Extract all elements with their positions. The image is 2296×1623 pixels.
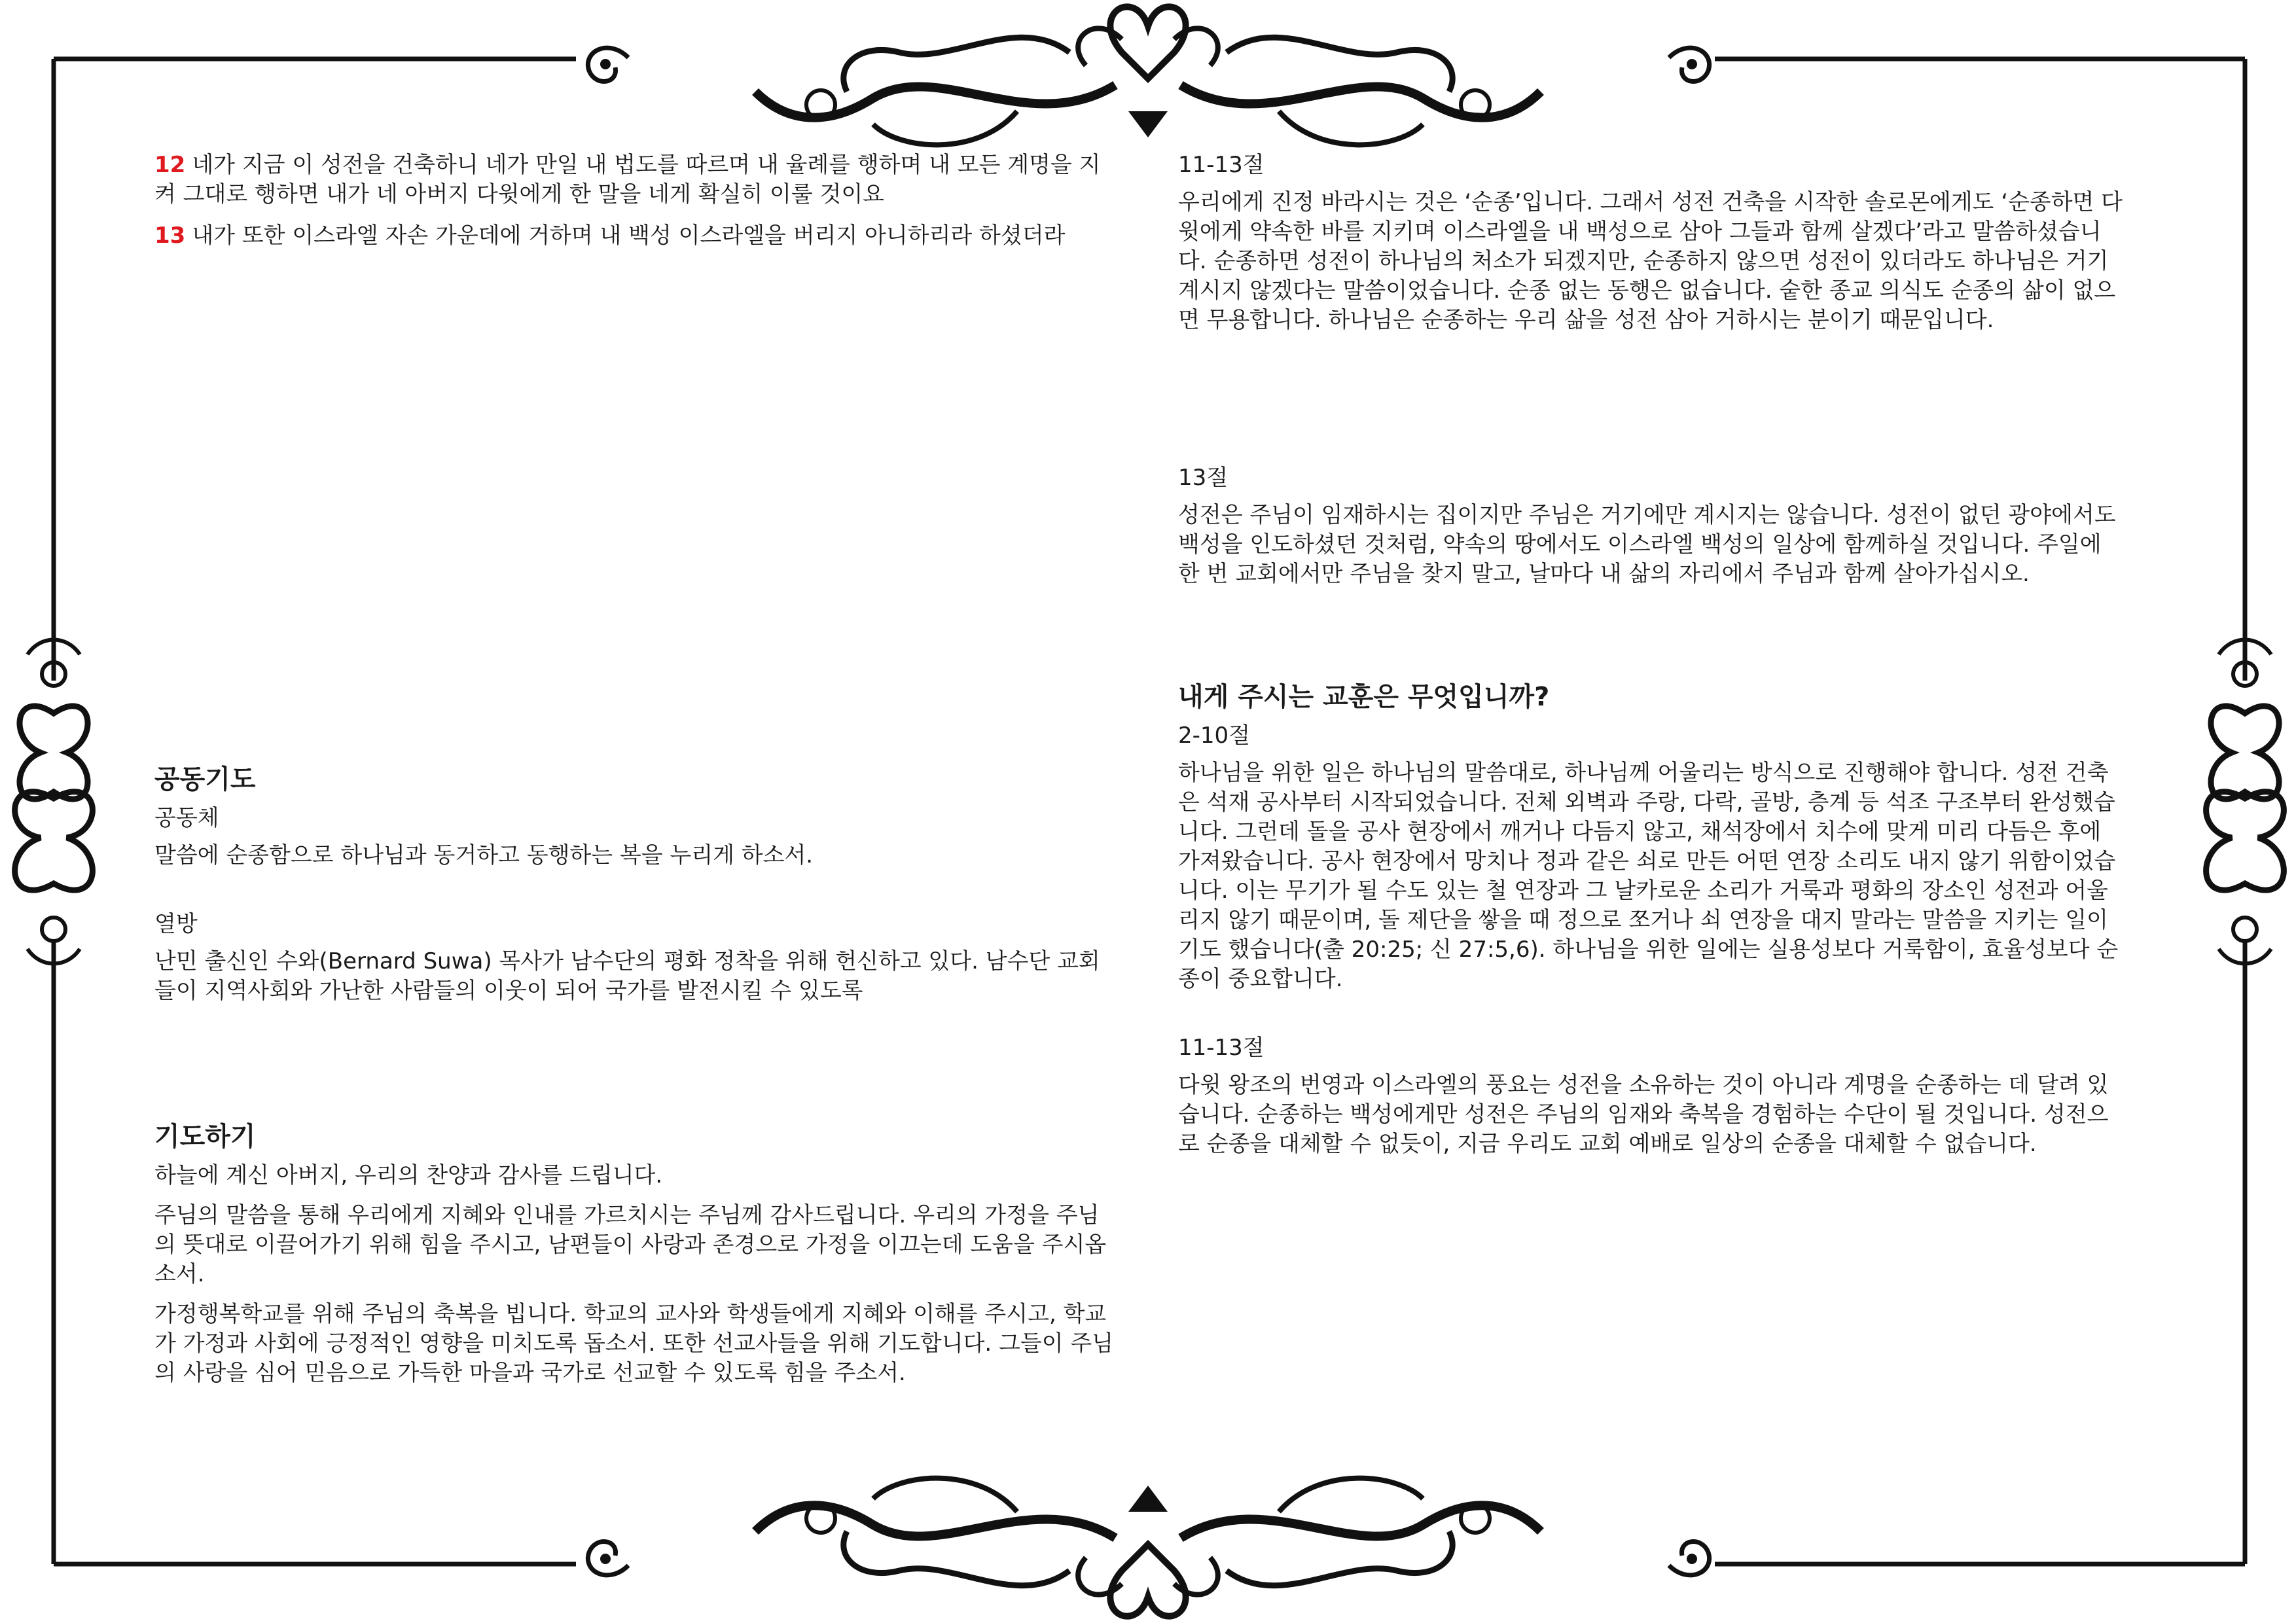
left-ornament bbox=[15, 640, 93, 964]
section-verse-label: 2-10절 bbox=[1178, 722, 1251, 749]
section-verse-label: 11-13절 bbox=[1178, 152, 1265, 178]
verse-text: 내가 또한 이스라엘 자손 가운데에 거하며 내 백성 이스라엘을 버리지 아니하리라 하셨더라 bbox=[192, 223, 1066, 249]
section-text: 다윗 왕조의 번영과 이스라엘의 풍요는 성전을 소유하는 것이 아니라 계명을 순종하는 데 달려 있습니다. 순종하는 백성에게만 성전은 주님의 임재와 축복을 경험하는 수단이 될 것입니다. 성전으로 순종을 대체할 수 없듯이, 지금 우리도 교회 예배로 일상의 순종을 대체할 수 없습니다. bbox=[1178, 1072, 2109, 1157]
left-column bbox=[154, 151, 1117, 1386]
common-prayer-section bbox=[154, 762, 1117, 1016]
lesson-heading: 내게 주시는 교훈은 무엇입니까? bbox=[1178, 682, 1550, 712]
right-ornament bbox=[2206, 640, 2284, 964]
commentary-section-2 bbox=[1178, 463, 2127, 599]
common-prayer-heading: 공동기도 bbox=[154, 764, 256, 794]
verse-13 bbox=[154, 221, 1117, 251]
praying-section bbox=[154, 1119, 1117, 1399]
prayer-paragraph: 하늘에 계신 아버지, 우리의 찬양과 감사를 드립니다. bbox=[154, 1162, 663, 1188]
nations-label: 열방 bbox=[154, 911, 198, 937]
section-verse-label: 11-13절 bbox=[1178, 1035, 1265, 1061]
verse-number: 13 bbox=[154, 223, 186, 249]
scripture-passage bbox=[154, 151, 1117, 251]
nations-prayer-text: 난민 출신인 수와(Bernard Suwa) 목사가 남수단의 평화 정착을 위해 헌신하고 있다. 남수단 교회들이 지역사회와 가난한 사람들의 이웃이 되어 국가를 발전시킬 수 있도록 bbox=[154, 948, 1100, 1004]
community-prayer-text: 말씀에 순종함으로 하나님과 동거하고 동행하는 복을 누리게 하소서. bbox=[154, 842, 814, 868]
section-verse-label: 13절 bbox=[1178, 465, 1229, 491]
section-text: 성전은 주님이 임재하시는 집이지만 주님은 거기에만 계시지는 않습니다. 성전이 없던 광야에서도 백성을 인도하셨던 것처럼, 약속의 땅에서도 이스라엘 백성의 일상에 함께하실 것입니다. 주일에 한 번 교회에서만 주님을 찾지 말고, 날마다 내 삶의 자리에서 주님과 함께 살아가십시오. bbox=[1178, 502, 2116, 587]
right-column bbox=[1178, 151, 2127, 1157]
section-text: 하나님을 위한 일은 하나님의 말씀대로, 하나님께 어울리는 방식으로 진행해야 합니다. 성전 건축은 석재 공사부터 시작되었습니다. 전체 외벽과 주랑, 다락, 골방, 층계 등 석조 구조부터 완성했습니다. 그런데 돌을 공사 현장에서 깨거나 다듬지 않고, 채석장에서 치수에 맞게 미리 다듬은 후에 가져왔습니다. 공사 현장에서 망치나 정과 같은 쇠로 만든 어떤 연장 소리도 내지 않기 위함이었습니다. 이는 무기가 될 수도 있는 철 연장과 그 날카로운 소리가 거룩과 평화의 장소인 성전과 어울리지 않기 때문이며, 돌 제단을 쌓을 때 정으로 쪼거나 쇠 연장을 대지 말라는 말씀을 지키는 일이기도 했습니다(출 20:25; 신 27:5,6). 하나님을 위한 일에는 실용성보다 거룩함이, 효율성보다 순종이 중요합니다. bbox=[1178, 760, 2119, 992]
community-label: 공동체 bbox=[154, 805, 219, 831]
prayer-paragraph: 주님의 말씀을 통해 우리에게 지혜와 인내를 가르치시는 주님께 감사드립니다. 우리의 가정을 주님의 뜻대로 이끌어가기 위해 힘을 주시고, 남편들이 사랑과 존경으로 가정을 이끄는데 도움을 주시옵소서. bbox=[154, 1202, 1107, 1287]
verse-12 bbox=[154, 151, 1117, 209]
verse-text: 네가 지금 이 성전을 건축하니 네가 만일 내 법도를 따르며 내 율례를 행하며 내 모든 계명을 지켜 그대로 행하면 내가 네 아버지 다윗에게 한 말을 네게 확실히 이룰 것이요 bbox=[154, 152, 1101, 207]
section-text: 우리에게 진정 바라시는 것은 ‘순종’입니다. 그래서 성전 건축을 시작한 솔로몬에게도 ‘순종하면 다윗에게 약속한 바를 지키며 이스라엘을 내 백성으로 삼아 그들과 함께 살겠다’라고 말씀하셨습니다. 순종하면 성전이 하나님의 처소가 되겠지만, 순종하지 않으면 성전이 있더라도 하나님은 거기 계시지 않겠다는 말씀이었습니다. 순종 없는 동행은 없습니다. 숱한 종교 의식도 순종의 삶이 없으면 무용합니다. 하나님은 순종하는 우리 삶을 성전 삼아 거하시는 분이기 때문입니다. bbox=[1178, 189, 2123, 333]
bottom-ornament bbox=[755, 1478, 1541, 1616]
lesson-section bbox=[1178, 679, 2127, 1169]
commentary-section-1 bbox=[1178, 151, 2127, 335]
top-ornament bbox=[755, 7, 1541, 145]
praying-heading: 기도하기 bbox=[154, 1122, 256, 1152]
verse-number: 12 bbox=[154, 152, 186, 178]
prayer-paragraph: 가정행복학교를 위해 주님의 축복을 빕니다. 학교의 교사와 학생들에게 지혜와 이해를 주시고, 학교가 가정과 사회에 긍정적인 영향을 미치도록 돕소서. 또한 선교사들을 위해 기도합니다. 그들이 주님의 사랑을 심어 믿음으로 가득한 마을과 국가로 선교할 수 있도록 힘을 주소서. bbox=[154, 1301, 1114, 1386]
